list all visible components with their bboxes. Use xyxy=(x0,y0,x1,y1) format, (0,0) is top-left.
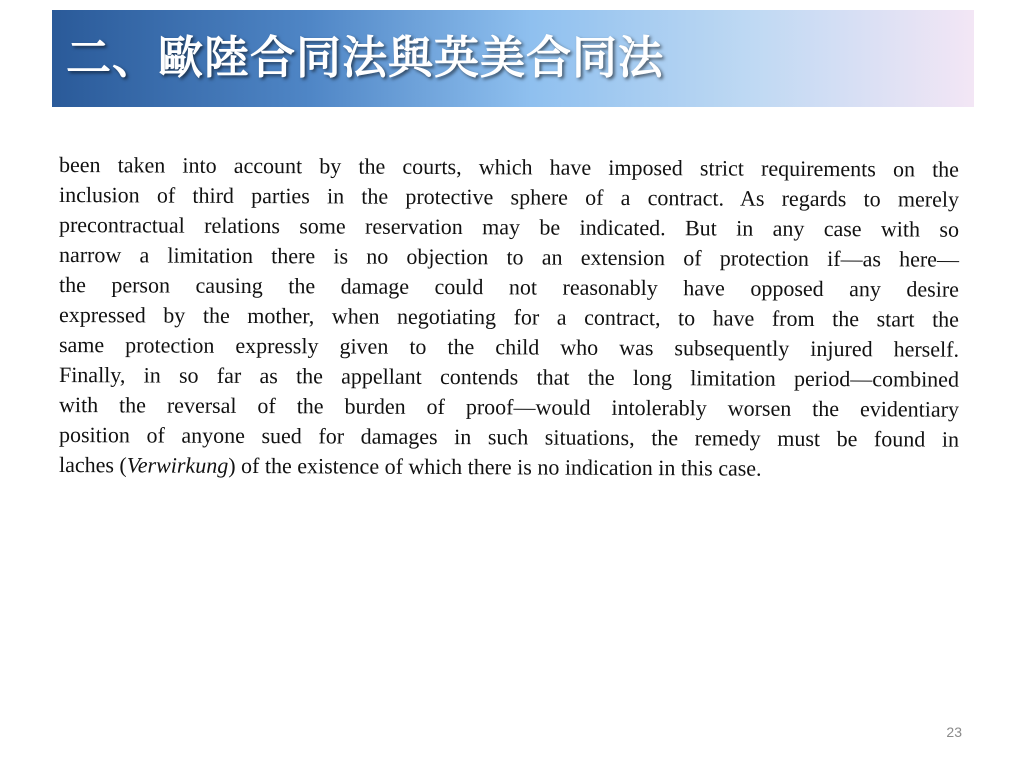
excerpt-line-5: the person causing the damage could not reasonably have opposed any desire xyxy=(58,272,960,302)
page-number: 23 xyxy=(946,724,962,740)
scanned-text-excerpt xyxy=(55,150,963,485)
excerpt-line-6: expressed by the mother, when negotiating for a contract, to have from the start the xyxy=(58,302,960,332)
excerpt-line-11-suffix: ) of the existence of which there is no indication in this case. xyxy=(228,452,762,481)
slide-title: 二、歐陸合同法與英美合同法 xyxy=(66,31,665,84)
title-bar xyxy=(52,10,974,107)
excerpt-line-10: position of anyone sued for damages in such situations, the remedy must be found in xyxy=(58,422,960,452)
excerpt-italic-term: Verwirkung xyxy=(126,452,229,478)
excerpt-line-8: Finally, in so far as the appellant contends that the long limitation period—combined xyxy=(58,362,960,392)
excerpt-line-11 xyxy=(59,450,762,484)
excerpt-line-2: inclusion of third parties in the protective sphere of a contract. As regards to merely xyxy=(58,182,960,212)
excerpt-line-3: precontractual relations some reservation may be indicated. But in any case with so xyxy=(58,212,960,242)
excerpt-line-4: narrow a limitation there is no objection to an extension of protection if—as here— xyxy=(58,242,960,272)
excerpt-line-1: been taken into account by the courts, which have imposed strict requirements on the xyxy=(58,152,960,182)
excerpt-line-7: same protection expressly given to the child who was subsequently injured herself. xyxy=(58,332,960,362)
excerpt-line-11-prefix: laches ( xyxy=(58,452,127,478)
excerpt-line-9: with the reversal of the burden of proof—would intolerably worsen the evidentiary xyxy=(58,392,960,422)
